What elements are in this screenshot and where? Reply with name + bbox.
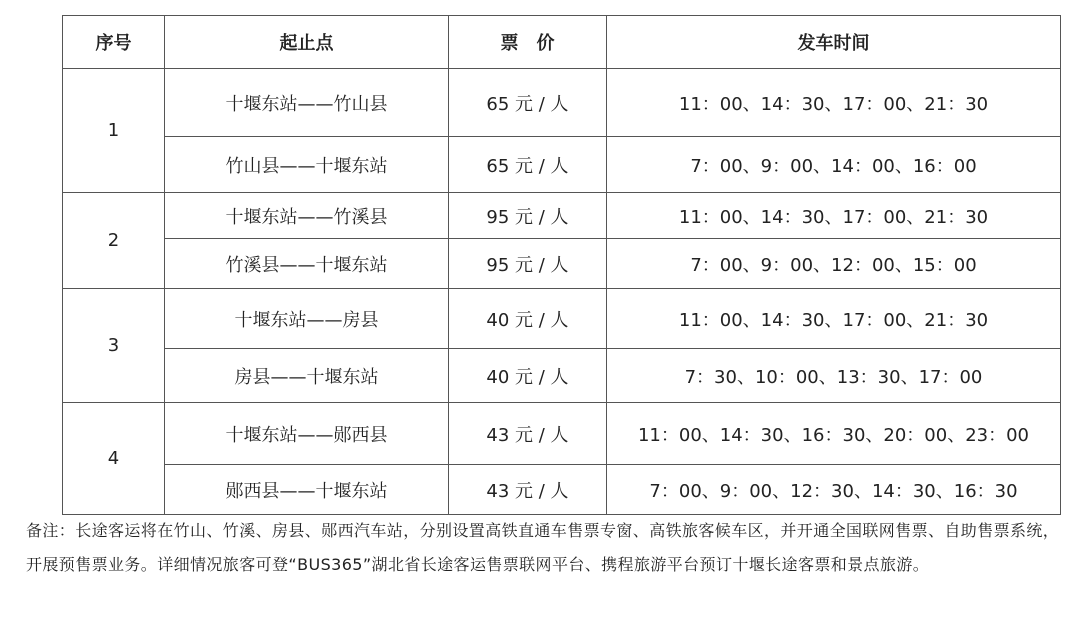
route-endpoints: 竹溪县——十堰东站 <box>165 239 449 289</box>
footnote-remarks: 备注：长途客运将在竹山、竹溪、房县、郧西汽车站，分别设置高铁直通车售票专窗、高铁旅客候车区，并开通全国联网售票、自助售票系统，开展预售票业务。详细情况旅客可登“BUS365”湖北省长途客运售票联网平台、携程旅游平台预订十堰长途客票和景点旅游。 <box>26 521 1060 574</box>
departure-times: 7：30、10：00、13：30、17：00 <box>607 349 1061 403</box>
header-number: 序号 <box>63 16 165 69</box>
departure-times: 11：00、14：30、17：00、21：30 <box>607 289 1061 349</box>
table-row <box>63 349 1061 403</box>
header-departure-time: 发车时间 <box>607 16 1061 69</box>
route-endpoints: 十堰东站——竹溪县 <box>165 193 449 239</box>
ticket-price: 40 元 / 人 <box>449 349 607 403</box>
route-endpoints: 竹山县——十堰东站 <box>165 137 449 193</box>
route-number: 2 <box>63 193 165 289</box>
table-row <box>63 289 1061 349</box>
bus-schedule-table <box>62 15 1061 515</box>
departure-times: 7：00、9：00、12：30、14：30、16：30 <box>607 465 1061 515</box>
route-number: 3 <box>63 289 165 403</box>
ticket-price: 95 元 / 人 <box>449 193 607 239</box>
route-endpoints: 十堰东站——竹山县 <box>165 69 449 137</box>
table-row <box>63 403 1061 465</box>
route-number: 1 <box>63 69 165 193</box>
route-number: 4 <box>63 403 165 515</box>
ticket-price: 40 元 / 人 <box>449 289 607 349</box>
table-row <box>63 193 1061 239</box>
ticket-price: 43 元 / 人 <box>449 465 607 515</box>
departure-times: 11：00、14：30、16：30、20：00、23：00 <box>607 403 1061 465</box>
departure-times: 7：00、9：00、14：00、16：00 <box>607 137 1061 193</box>
ticket-price: 95 元 / 人 <box>449 239 607 289</box>
table-row <box>63 465 1061 515</box>
route-endpoints: 十堰东站——郧西县 <box>165 403 449 465</box>
route-endpoints: 房县——十堰东站 <box>165 349 449 403</box>
departure-times: 11：00、14：30、17：00、21：30 <box>607 69 1061 137</box>
ticket-price: 43 元 / 人 <box>449 403 607 465</box>
header-price: 票 价 <box>449 16 607 69</box>
table-row <box>63 239 1061 289</box>
table-header-row <box>63 16 1061 69</box>
route-endpoints: 郧西县——十堰东站 <box>165 465 449 515</box>
header-route: 起止点 <box>165 16 449 69</box>
table-row <box>63 69 1061 137</box>
route-endpoints: 十堰东站——房县 <box>165 289 449 349</box>
table-row <box>63 137 1061 193</box>
ticket-price: 65 元 / 人 <box>449 137 607 193</box>
departure-times: 7：00、9：00、12：00、15：00 <box>607 239 1061 289</box>
ticket-price: 65 元 / 人 <box>449 69 607 137</box>
departure-times: 11：00、14：30、17：00、21：30 <box>607 193 1061 239</box>
